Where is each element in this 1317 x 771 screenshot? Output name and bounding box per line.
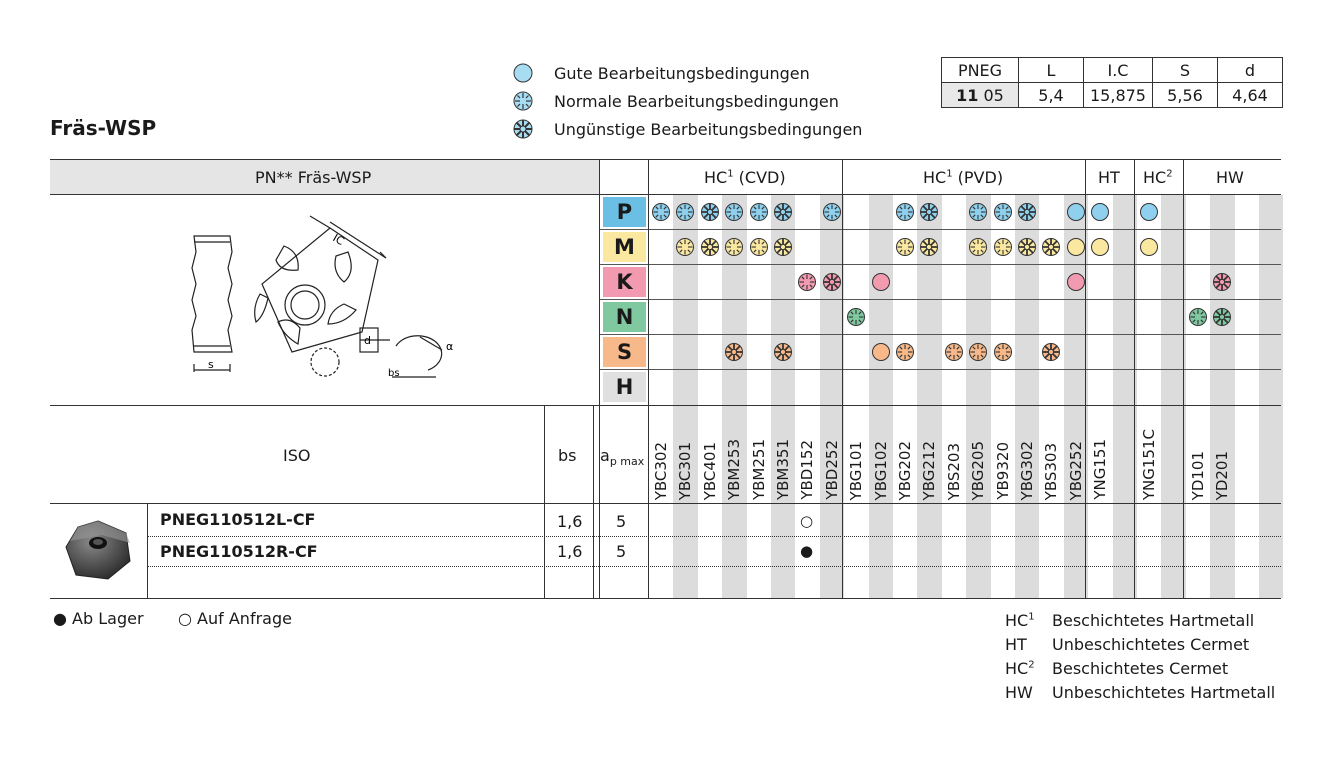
grade-label: YBC302	[652, 441, 670, 500]
bs-header: bs	[558, 446, 577, 465]
normal-condition-icon	[993, 202, 1013, 222]
rule	[50, 405, 1281, 406]
good-condition-icon	[1139, 202, 1159, 222]
drawing-label-angle: α	[446, 340, 454, 353]
dim-header: PNEG	[942, 58, 1019, 83]
group-ht: HT	[1098, 168, 1120, 187]
dim-value: 5,56	[1152, 83, 1217, 108]
rule	[1085, 160, 1086, 598]
legend-normal: Normale Bearbeitungsbedingungen	[512, 87, 862, 115]
rule	[600, 264, 1281, 265]
drawing-label-d: d	[364, 334, 371, 347]
material-k: K	[603, 267, 646, 297]
rule	[147, 503, 148, 598]
grade-label: YBG252	[1066, 440, 1085, 500]
normal-condition-icon	[944, 342, 964, 362]
normal-condition-icon	[724, 202, 744, 222]
iso-header: ISO	[283, 446, 311, 465]
bad-condition-icon	[724, 342, 744, 362]
footnote-text: Beschichtetes Cermet	[1052, 659, 1229, 678]
dim-size-code: 11 05	[942, 83, 1019, 108]
grade-column-stripe	[1259, 195, 1283, 598]
normal-condition-icon	[651, 202, 671, 222]
normal-condition-icon	[993, 237, 1013, 257]
dim-value: 5,4	[1019, 83, 1084, 108]
normal-condition-icon	[846, 307, 866, 327]
rule	[600, 229, 1281, 230]
bad-condition-icon	[919, 202, 939, 222]
grade-label: YBG302	[1018, 440, 1036, 500]
good-condition-icon	[1090, 237, 1110, 257]
product-ap: 5	[616, 542, 627, 561]
group-hc-pvd: $HC^1$ (PVD)	[923, 168, 1004, 187]
grade-label: YBM251	[749, 438, 768, 500]
grade-label: YBC301	[676, 441, 695, 500]
row-divider	[148, 566, 1281, 567]
footnote-text: Unbeschichtetes Cermet	[1052, 635, 1250, 654]
good-condition-icon	[871, 272, 891, 292]
product-name: PNEG110512L-CF	[160, 510, 316, 529]
drawing-label-bs: bs	[388, 368, 400, 379]
good-condition-icon	[1066, 202, 1086, 222]
grade-label: YBG212	[920, 440, 939, 500]
good-condition-icon	[1066, 237, 1086, 257]
rule	[50, 159, 1281, 160]
normal-condition-icon	[895, 342, 915, 362]
bad-condition-icon	[1017, 237, 1037, 257]
drawing-label-s: s	[208, 358, 214, 371]
footnote-code: HT	[1005, 635, 1027, 654]
normal-condition-icon	[968, 342, 988, 362]
group-hw: HW	[1216, 168, 1244, 187]
dim-header: L	[1019, 58, 1084, 83]
footnote-text: Beschichtetes Hartmetall	[1052, 611, 1255, 630]
rule	[50, 598, 1281, 599]
bad-condition-icon	[1212, 272, 1232, 292]
grade-label: YBM253	[725, 438, 744, 500]
dim-header: I.C	[1084, 58, 1153, 83]
product-bs: 1,6	[557, 512, 583, 531]
group-hc2: $HC^2$	[1143, 168, 1173, 187]
rule	[1134, 160, 1135, 598]
grade-label: YD101	[1188, 450, 1207, 500]
dim-value: 15,875	[1084, 83, 1153, 108]
normal-condition-icon	[968, 237, 988, 257]
dim-value: 4,64	[1217, 83, 1282, 108]
rule	[600, 369, 1281, 370]
bad-condition-icon	[822, 272, 842, 292]
bad-condition-icon	[700, 202, 720, 222]
grade-label: YBD152	[798, 440, 817, 500]
material-m: M	[603, 232, 646, 262]
footnote-code: $HC^1$	[1005, 611, 1035, 630]
bad-condition-icon	[1212, 307, 1232, 327]
condition-legend	[512, 59, 862, 143]
product-bs: 1,6	[557, 542, 583, 561]
bad-condition-icon	[773, 237, 793, 257]
good-condition-icon	[1066, 272, 1086, 292]
good-condition-icon	[871, 342, 891, 362]
in-stock-legend: ● Ab Lager	[53, 609, 144, 628]
section-title: PN** Fräs-WSP	[255, 168, 372, 187]
grade-label: YBG205	[969, 440, 988, 500]
normal-condition-icon	[968, 202, 988, 222]
availability-mark: ●	[800, 542, 814, 560]
rule	[593, 405, 594, 598]
rule	[600, 334, 1281, 335]
footnote-code: $HC^2$	[1005, 659, 1035, 678]
rule	[544, 405, 545, 598]
footnote-text: Unbeschichtetes Hartmetall	[1052, 683, 1276, 702]
normal-condition-icon	[822, 202, 842, 222]
grade-label: YBS303	[1042, 442, 1061, 500]
grade-label: YD201	[1213, 450, 1232, 500]
bad-condition-icon	[773, 202, 793, 222]
normal-condition-icon	[1188, 307, 1208, 327]
rule	[50, 194, 1281, 195]
bad-condition-icon	[773, 342, 793, 362]
on-request-legend: ○ Auf Anfrage	[178, 609, 292, 628]
grade-label: YBG202	[896, 440, 914, 500]
legend-bad: Ungünstige Bearbeitungsbedingungen	[512, 115, 862, 143]
normal-condition-icon	[895, 237, 915, 257]
product-name: PNEG110512R-CF	[160, 542, 318, 561]
grade-column-stripe	[820, 195, 844, 598]
grade-label: YB9320	[993, 442, 1012, 500]
dimension-table	[941, 57, 1283, 108]
good-condition-icon	[1139, 237, 1159, 257]
rule	[50, 503, 1281, 504]
dim-header: S	[1152, 58, 1217, 83]
bad-condition-icon	[1041, 342, 1061, 362]
row-divider	[148, 536, 1281, 537]
dim-header: d	[1217, 58, 1282, 83]
normal-condition-icon	[797, 272, 817, 292]
rule	[600, 299, 1281, 300]
drawing-label-ic: IC	[330, 231, 347, 249]
bad-condition-icon	[700, 237, 720, 257]
grade-label: YNG151	[1091, 439, 1110, 500]
normal-condition-icon	[993, 342, 1013, 362]
rule	[1183, 160, 1184, 598]
grade-label: YBG102	[871, 440, 890, 500]
group-hc-cvd: $HC^1$ (CVD)	[704, 168, 786, 187]
grade-label: YBS203	[944, 442, 963, 500]
technical-drawing	[180, 212, 480, 392]
grade-label: YNG151C	[1140, 428, 1158, 500]
normal-condition-icon	[512, 90, 534, 112]
grade-column-stripe	[1210, 195, 1234, 598]
legend-good: Gute Bearbeitungsbedingungen	[512, 59, 862, 87]
grade-label: YBD252	[822, 440, 841, 500]
normal-condition-icon	[749, 237, 769, 257]
grade-label: YBC401	[700, 441, 719, 500]
bad-condition-icon	[1017, 202, 1037, 222]
insert-photo	[58, 515, 138, 585]
grade-column-stripe	[869, 195, 893, 598]
bad-condition-icon	[512, 118, 534, 140]
ap-header: $a_{p max}$	[600, 446, 645, 469]
rule	[599, 160, 600, 598]
rule	[648, 160, 649, 598]
grade-label: YBG101	[847, 440, 866, 500]
product-ap: 5	[616, 512, 627, 531]
normal-condition-icon	[895, 202, 915, 222]
material-n: N	[603, 302, 646, 332]
material-h: H	[603, 372, 646, 402]
material-p: P	[603, 197, 646, 227]
grade-label: YBM351	[774, 438, 792, 500]
normal-condition-icon	[675, 202, 695, 222]
material-s: S	[603, 337, 646, 367]
good-condition-icon	[512, 62, 534, 84]
page-title: Fräs-WSP	[50, 116, 157, 140]
rule	[842, 160, 843, 598]
good-condition-icon	[1090, 202, 1110, 222]
footnote-code: HW	[1005, 683, 1033, 702]
availability-mark: ○	[800, 512, 814, 530]
normal-condition-icon	[675, 237, 695, 257]
bad-condition-icon	[919, 237, 939, 257]
normal-condition-icon	[724, 237, 744, 257]
bad-condition-icon	[1041, 237, 1061, 257]
normal-condition-icon	[749, 202, 769, 222]
